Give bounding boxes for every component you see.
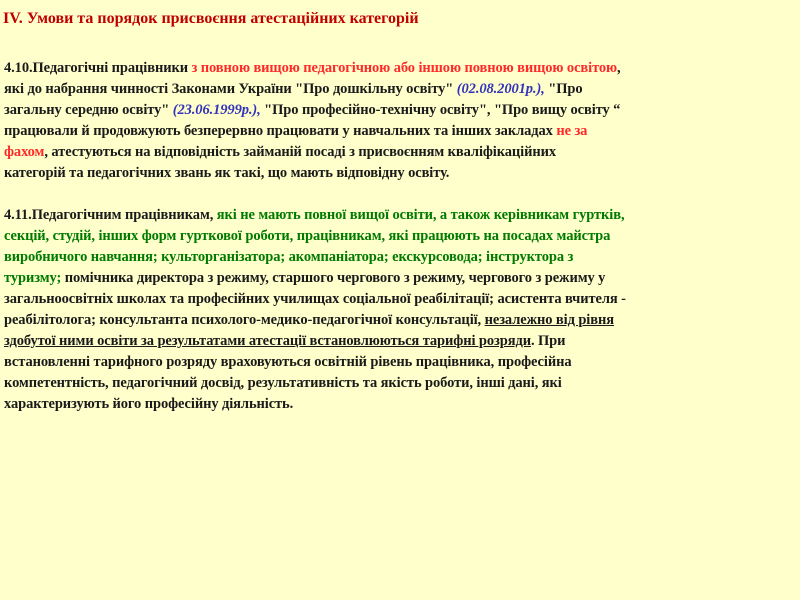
p411-lead: 4.11.Педагогічним працівникам, <box>4 207 217 223</box>
p411-line-1 <box>4 205 624 225</box>
p411-text: . При <box>530 333 566 349</box>
p411-text: виробничого навчання; культорганізатора; акомпаніатора; екскурсовода; інструктора з <box>4 249 574 265</box>
p410-text: "Про професійно-технічну освіту", "Про вищу освіту “ <box>260 102 621 118</box>
p410-comma: , <box>617 60 621 76</box>
p411-line-4 <box>4 268 605 288</box>
p411-text: туризму; <box>4 270 62 286</box>
p411-text: встановленні тарифного розряду враховуються освітній рівень працівника, професійна <box>4 354 572 370</box>
p410-text: загальну середню освіту" <box>4 102 173 118</box>
p411-text: характеризують його професійну діяльність. <box>4 396 294 412</box>
p411-line-10 <box>4 394 293 414</box>
p410-date-2: (23.06.1999р.), <box>172 102 261 118</box>
p410-line-1 <box>4 58 621 78</box>
p411-highlight: які не мають повної вищої освіти, а також керівникам гуртків, <box>216 207 625 223</box>
p411-underlined: здобутої ними освіти за результатами атестації встановлюються тарифні розряди <box>4 333 531 349</box>
p410-lead: 4.10.Педагогічні працівники <box>4 60 192 76</box>
p411-line-2 <box>4 226 610 246</box>
p411-line-9 <box>4 373 562 393</box>
p411-line-7 <box>4 331 565 351</box>
p411-text: помічника директора з режиму, старшого чергового з режиму, чергового з режиму у <box>61 270 606 286</box>
p410-specialty-word: фахом <box>4 144 45 160</box>
p410-text: які до набрання чинності Законами України "Про дошкільну освіту" <box>4 81 457 97</box>
p411-line-5 <box>4 289 626 309</box>
p410-education-highlight: з повною вищою педагогічною або іншою повною вищою освітою <box>191 60 618 76</box>
p411-text: загальноосвітніх школах та професійних училищах соціальної реабілітації; асистента вчителя - <box>4 291 626 307</box>
p410-not-specialty: не за <box>556 123 588 139</box>
p411-underlined: незалежно від рівня <box>484 312 614 328</box>
p411-text: секцій, студій, інших форм гурткової роботи, працівникам, які працюють на посадах майстра <box>4 228 611 244</box>
p410-line-6 <box>4 163 449 183</box>
p410-line-4 <box>4 121 587 141</box>
p411-text: компетентність, педагогічний досвід, результативність та якість роботи, інші дані, які <box>4 375 562 391</box>
p410-text: , атестуються на відповідність займаній посаді з присвоєнням кваліфікаційних <box>44 144 557 160</box>
p411-line-8 <box>4 352 571 372</box>
p411-line-6 <box>4 310 614 330</box>
p410-line-5 <box>4 142 556 162</box>
section-title: IV. Умови та порядок присвоєння атестаційних категорій <box>3 10 419 27</box>
p410-line-2 <box>4 79 583 99</box>
p410-date-1: (02.08.2001р.), <box>456 81 545 97</box>
p410-text: працювали й продовжують безперервно працювати у навчальних та інших закладах <box>4 123 557 139</box>
p411-text: реабілітолога; консультанта психолого-медико-педагогічної консультації, <box>4 312 485 328</box>
p411-line-3 <box>4 247 573 267</box>
p410-text: категорій та педагогічних звань як такі, що мають відповідну освіту. <box>4 165 450 181</box>
p410-text: "Про <box>544 81 583 97</box>
p410-line-3 <box>4 100 620 120</box>
